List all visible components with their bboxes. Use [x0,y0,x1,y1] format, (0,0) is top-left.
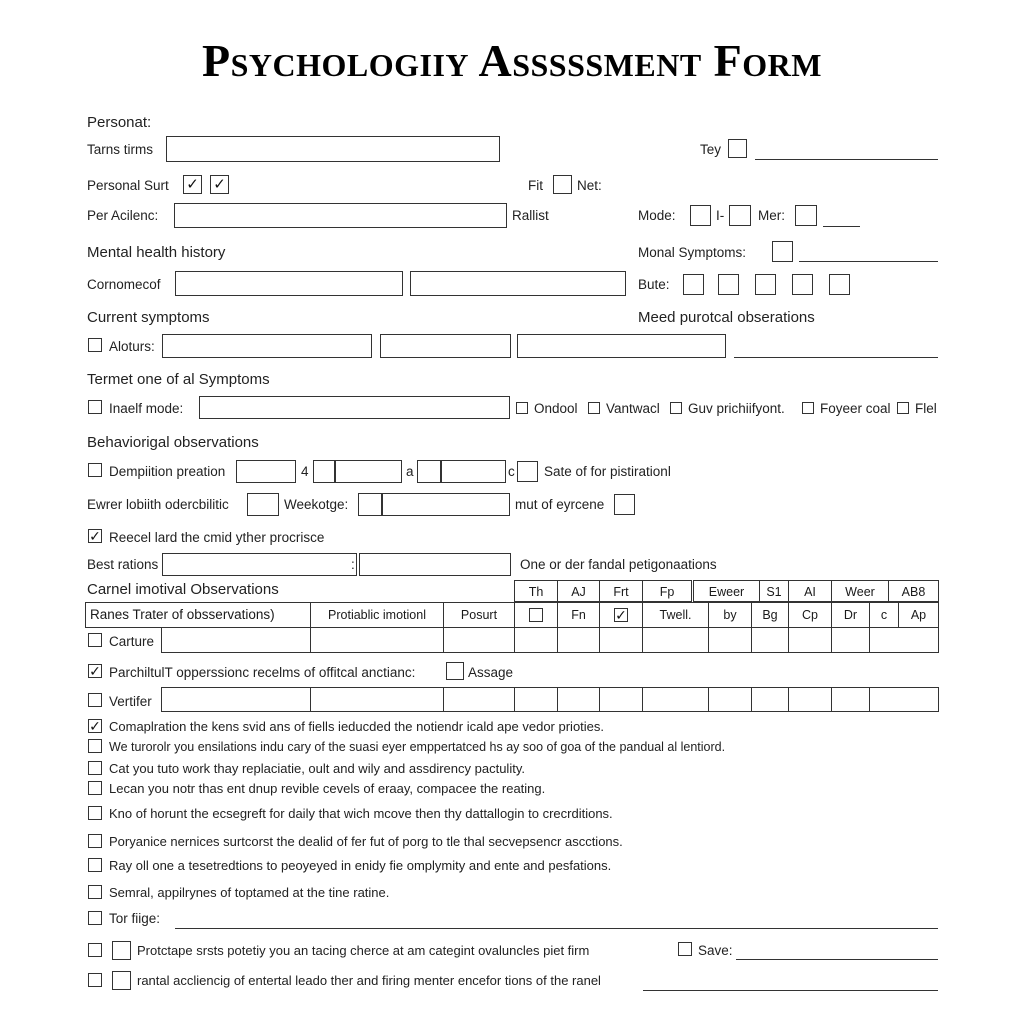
table-cell: Bg [751,602,789,628]
inaelf-mode-field[interactable] [199,396,510,419]
table-checkbox[interactable] [529,608,543,622]
mut-label: mut of eyrcene [515,497,605,512]
mer-line[interactable] [823,226,860,227]
protctape-checkbox-2[interactable] [112,941,131,960]
vertifer-cell[interactable] [831,687,870,712]
option-label-4: Foyeer coal [820,401,891,416]
mer-label: Mer: [758,208,785,223]
tor-fiige-label: Tor fiige: [109,911,161,926]
protctape-label: Protctape srsts potetiy you an tacing cherce at am categint ovaluncles piet firm [137,943,590,958]
table-input-cell[interactable] [161,627,311,653]
dempition-field-4[interactable] [417,460,441,483]
ewrer-label: Ewrer lobiith odercbilitic [87,497,229,512]
monal-symptoms-line[interactable] [799,261,938,262]
table-cell: Posurt [443,602,515,628]
accident-label: Per Acilenc: [87,208,159,223]
accident-field[interactable] [174,203,507,228]
dempition-label: Dempiition preation [109,464,226,479]
checklist-checkbox-2[interactable] [88,739,102,753]
bute-checkbox-2[interactable] [718,274,739,295]
table-input-cell[interactable] [751,627,789,653]
vertifer-cell[interactable] [443,687,515,712]
save-line[interactable] [736,959,938,960]
table-head-cell: Weer [831,580,889,602]
option-checkbox-5[interactable] [897,402,909,414]
table-input-cell[interactable] [708,627,752,653]
bute-checkbox-1[interactable] [683,274,704,295]
carnel-heading: Carnel imotival Observations [87,581,279,598]
rallist-label: Rallist [512,208,549,223]
checklist-checkbox-3[interactable] [88,761,102,775]
assage-label: Assage [468,665,514,680]
option-checkbox-4[interactable] [802,402,814,414]
rantal-label: rantal accliencig of entertal leado ther and firing menter encefor tions of the ranel [137,973,601,988]
checklist-item-2: We turorolr you ensilations indu cary of the suasi eyer emppertatced hs ay soo of goa of the pandual al lentiord. [109,740,726,754]
current-symptoms-heading: Current symptoms [87,309,210,326]
dempition-field-2[interactable] [313,460,335,483]
option-label-3: Guv prichiifyont. [688,401,785,416]
checklist-checkbox-5[interactable] [88,806,102,820]
table-head-cell: AB8 [888,580,939,602]
checklist-item-5: Kno of horunt the ecsegreft for daily that wich mcove then thy dattallogin to crecrditions. [109,806,613,821]
table-input-cell[interactable] [310,627,444,653]
aloturs-field-2[interactable] [380,334,511,358]
monal-symptoms-label: Monal Symptoms: [638,245,747,260]
tey-line[interactable] [755,159,938,160]
aloturs-checkbox[interactable] [88,338,102,352]
vertifer-cell[interactable] [514,687,558,712]
checklist-checkbox-7[interactable] [88,858,102,872]
table-cell-checkbox[interactable] [599,602,643,628]
surt-checkbox-2[interactable]: ✓ [210,175,229,194]
monal-symptoms-checkbox[interactable] [772,241,793,262]
option-checkbox-2[interactable] [588,402,600,414]
sep-3: c [508,464,515,479]
checklist-item-4: Lecan you notr thas ent dnup revible cevels of eraay, compacee the reating. [109,781,546,796]
best-rations-field-1[interactable] [162,553,357,576]
aloturs-line[interactable] [734,357,938,358]
tey-label: Tey [700,142,722,157]
rantal-line[interactable] [643,990,938,991]
table-input-cell[interactable] [514,627,558,653]
net-label: Net: [577,178,602,193]
cornomec-field-1[interactable] [175,271,403,296]
vertifer-cell[interactable] [788,687,832,712]
aloturs-field-3[interactable] [517,334,726,358]
fit-label: Fit [528,178,543,193]
terms-label: Tarns tirms [87,142,154,157]
mental-history-heading: Mental health history [87,244,226,261]
dempition-field-5[interactable] [441,460,506,483]
reecel-checkbox[interactable]: ✓ [89,528,101,544]
mode-checkbox-2[interactable] [729,205,751,226]
checklist-item-3: Cat you tuto work thay replaciatie, oult and wily and assdirency pactulity. [109,761,525,776]
best-rations-label: Best rations [87,557,159,572]
table-head-cell: Th [514,580,558,602]
vertifer-cell[interactable] [708,687,752,712]
table-head-cell: Frt [599,580,643,602]
personal-heading: Personat: [87,114,152,131]
vertifer-cell[interactable] [557,687,600,712]
parchiltul-checkbox[interactable]: ✓ [89,663,101,679]
inaelf-mode-label: Inaelf mode: [109,401,184,416]
table-cell: Twell. [642,602,709,628]
cornomec-field-2[interactable] [410,271,626,296]
dempition-field-3[interactable] [335,460,402,483]
checklist-item-1: Comaplration the kens svid ans of fiells ieducded the notiendr icald ape vedor prioties. [109,719,605,734]
table-cell: Dr [831,602,870,628]
behavioral-heading: Behaviorigal observations [87,434,259,451]
mode-checkbox-1[interactable] [690,205,711,226]
dempition-checkbox[interactable] [88,463,102,477]
tor-fiige-line[interactable] [175,928,938,929]
vertifer-checkbox[interactable] [88,693,102,707]
ewrer-field[interactable] [247,493,279,516]
checklist-checkbox-1[interactable]: ✓ [89,718,101,734]
save-checkbox[interactable] [678,942,692,956]
table-input-cell[interactable] [869,627,939,653]
weekotge-field-2[interactable] [382,493,510,516]
surt-checkbox-1[interactable]: ✓ [183,175,202,194]
observations-heading: Meed purotcal obserations [638,309,815,326]
tey-checkbox[interactable] [728,139,747,158]
sate-checkbox[interactable] [517,461,538,482]
table-input-cell[interactable] [831,627,870,653]
mode-checkbox[interactable] [88,400,102,414]
rantal-checkbox-2[interactable] [112,971,131,990]
table-head-cell: AJ [557,580,600,602]
mode-sep: I- [716,208,725,223]
assage-checkbox[interactable] [446,662,464,680]
table-head-cell: AI [788,580,832,602]
surt-label: Personal Surt [87,178,169,193]
table-input-cell[interactable] [642,627,709,653]
checklist-checkbox-4[interactable] [88,781,102,795]
ranes-label: Ranes Trater of obsservations) [85,602,311,628]
table-cell-checkbox[interactable] [514,602,558,628]
table-cell: c [869,602,899,628]
weekotge-label: Weekotge: [284,497,349,512]
table-cell: Protiablic imotionl [310,602,444,628]
save-label: Save: [698,943,733,958]
aloturs-field-1[interactable] [162,334,372,358]
table-input-cell[interactable] [443,627,515,653]
rantal-checkbox-1[interactable] [88,973,102,987]
vertifer-cell[interactable] [599,687,643,712]
table-head-cell: Fp [642,580,692,602]
reecel-label: Reecel lard the cmid yther procrisce [109,530,325,545]
option-label-5: Flel [915,401,937,416]
checklist-checkbox-8[interactable] [88,885,102,899]
table-cell: Fn [557,602,600,628]
checklist-checkbox-6[interactable] [88,834,102,848]
checklist-item-6: Poryanice nernices surtcorst the dealid of fer fut of porg to tle thal secvepsencr ascctions. [109,834,623,849]
table-head-cell: Ewеer [693,580,760,602]
parchiltul-label: ParchiltulT opperssionc recelms of offitcal anctianc: [109,665,416,680]
bute-checkbox-5[interactable] [829,274,850,295]
best-rations-field-2[interactable] [359,553,511,576]
vertifer-cell[interactable] [869,687,939,712]
tor-fiige-checkbox[interactable] [88,911,102,925]
vertifer-label: Vertifer [109,694,152,709]
protctape-checkbox-1[interactable] [88,943,102,957]
vertifer-cell[interactable] [751,687,789,712]
vertifer-cell[interactable] [642,687,709,712]
bute-label: Bute: [638,277,670,292]
table-input-cell[interactable] [599,627,643,653]
termet-heading: Termet one of al Symptoms [87,371,270,388]
form-title: Psychologiiy Asssssment Form [201,35,822,86]
aloturs-label: Aloturs: [109,339,155,354]
checklist-item-7: Ray oll one a tesetredtions to peoyeyed in enidy fie omplymity and ente and pesfations. [109,858,612,873]
table-input-cell[interactable] [788,627,832,653]
mut-checkbox[interactable] [614,494,635,515]
sep-1: 4 [301,464,309,479]
table-input-cell[interactable] [557,627,600,653]
terms-field[interactable] [166,136,500,162]
option-checkbox-1[interactable] [516,402,528,414]
carture-label: Carture [109,634,155,649]
table-cell: by [708,602,752,628]
option-checkbox-3[interactable] [670,402,682,414]
vertifer-cell[interactable] [310,687,444,712]
best-rations-colon: : [351,557,355,572]
weekotge-field-1[interactable] [358,493,382,516]
table-cell: Cp [788,602,832,628]
bute-checkbox-4[interactable] [792,274,813,295]
sep-2: a [406,464,414,479]
option-label-1: Ondool [534,401,578,416]
mer-checkbox[interactable] [795,205,817,226]
dempition-field-1[interactable] [236,460,296,483]
table-head-cell: S1 [759,580,789,602]
vertifer-cell[interactable] [161,687,311,712]
mode-label: Mode: [638,208,676,223]
checklist-item-8: Semral, appilrynes of toptamed at the tine ratine. [109,885,390,900]
bute-checkbox-3[interactable] [755,274,776,295]
fit-checkbox[interactable] [553,175,572,194]
sate-label: Sate of for pistirationl [544,464,671,479]
one-or-der-label: One or der fandal petigonaations [520,557,717,572]
option-label-2: Vantwacl [606,401,660,416]
table-cell: Ap [898,602,939,628]
carture-checkbox[interactable] [88,633,102,647]
cornomec-label: Cornomecof [87,277,161,292]
table-checkbox-checked[interactable]: ✓ [615,607,627,623]
